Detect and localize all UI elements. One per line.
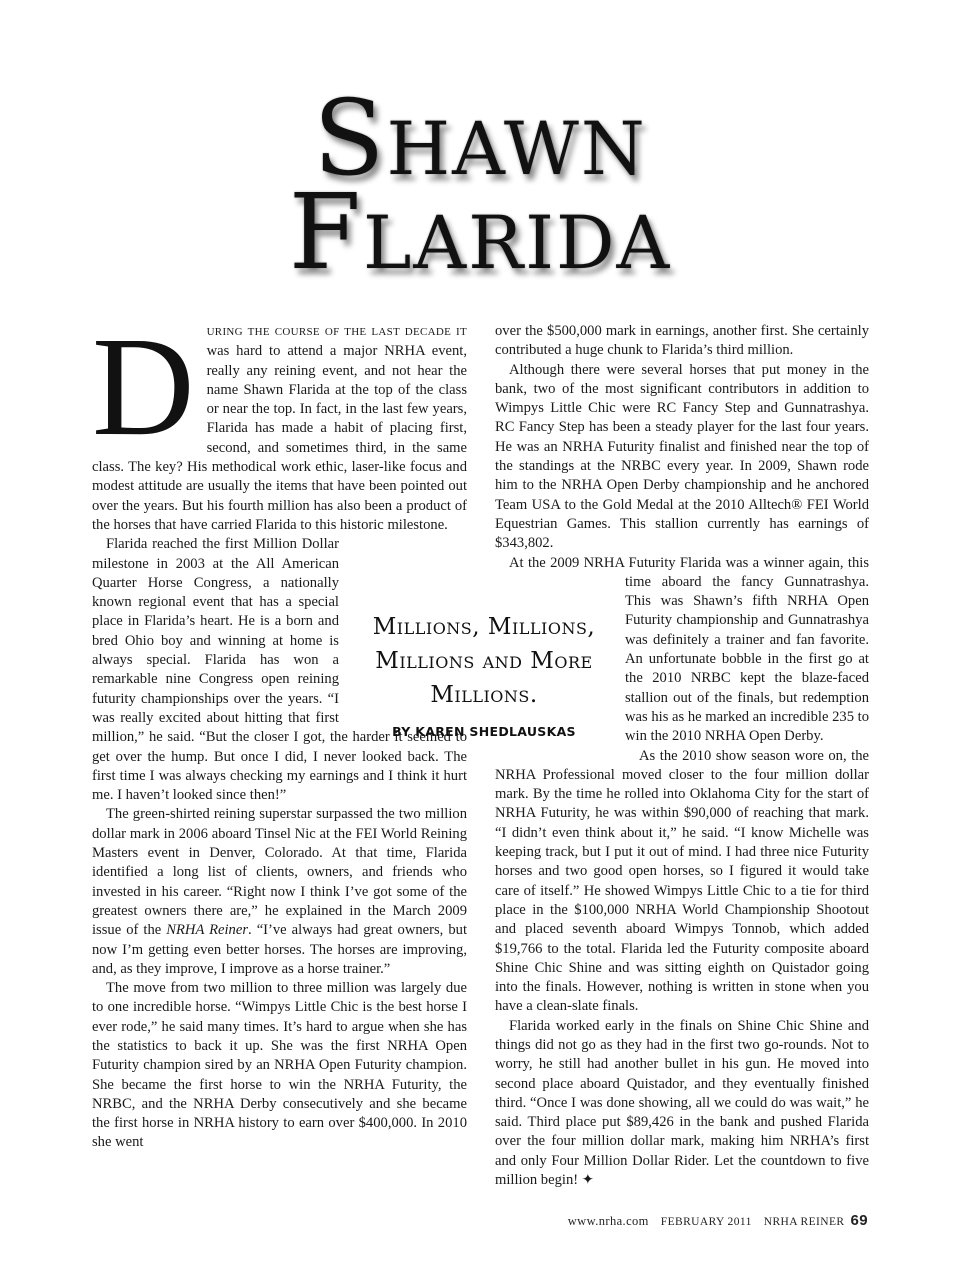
article-title-line-1: Shawn — [313, 77, 647, 199]
right-column — [495, 322, 869, 1190]
paragraph-finals: Flarida worked early in the finals on Shine Chic Shine and things did not go as they had in the first two go-rounds. Not to worry, he still had another bullet in his gun. He moved into second place aboard Quistador, and they eventually finished third. “Once I was done showing, all we could do was wait,” he said. Third place put $89,426 in the bank and pushed Flarida over the four million dollar mark, making him NRHA’s first and only Four Million Dollar Rider. Let the countdown to five million begin! ✦ — [495, 1017, 869, 1189]
paragraph-2009-futurity: At the 2009 NRHA Futurity Flarida was a winner again, this time aboard the fancy Gunnatrashya. This was Shawn’s fifth NRHA Open Futurity championship and Gunnatrashya was definitely a trainer and fan favorite. An unfortunate bobble in the first go at the 2010 NRBC kept the blaze-faced stallion out of the finals, but redemption was his as he marked an incredible 235 to win the 2010 NRHA Open Derby. — [509, 554, 869, 745]
footer-url[interactable]: www.nrha.com — [567, 1214, 649, 1228]
paragraph-continued: over the $500,000 mark in earnings, another first. She certainly contributed a huge chunk to Flarida’s third million. — [495, 323, 869, 359]
paragraph-second-million — [92, 805, 467, 979]
paragraph-intro — [92, 307, 467, 535]
magazine-name: NRHA Reiner — [166, 922, 249, 939]
paragraph-third-million: The move from two million to three million was largely due to one incredible horse. “Wimpys Little Chic is the best horse I ever rode,” he said many times. It’s hard to argue when she has the statistics to back it up. She was the first NRHA Open Futurity champion sired by an NRHA Open Futurity champion. She became the first horse to win the NRHA Futurity, the NRBC, and the NRHA Derby consecutively and she became the first horse in NRHA history to earn over $400,000. In 2010 she went — [92, 980, 467, 1151]
page-number: 69 — [850, 1212, 868, 1229]
pull-quote-text: Millions, Millions, Millions and More Millions. — [372, 614, 596, 708]
drop-cap: D — [92, 307, 195, 465]
byline: BY KAREN SHEDLAUSKAS — [392, 724, 576, 739]
intro-text: was hard to attend a major NRHA event, really any reining event, and not hear the name Shawn Flarida at the top of the class or near the top. In fact, in the last few years, Flarida has made a habit of placing first, second, and sometimes third, in the same class. The key? His methodical work ethic, laser-like focus and modest attitude are usually the items that have been pointed out over the years. But his fourth million has also been a product of the horses that have carried Flarida to this historic milestone. — [92, 343, 467, 533]
p3-text-a: The green-shirted reining superstar surpassed the two million dollar mark in 2006 aboard Tinsel Nic at the FEI World Reining Masters event in Denver, Colorado. At that time, Flarida identified a long list of clients, owners, and friends who invested in his career. “Right now I think I’ve got some of the greatest owners there are,” he explained in the March 2009 issue of the — [92, 806, 467, 939]
lead-in-smallcaps: URING THE COURSE OF THE LAST DECADE IT — [206, 326, 467, 338]
footer-magazine: NRHA REINER — [763, 1216, 845, 1228]
paragraph-first-million: Flarida reached the first Million Dollar milestone in 2003 at the All American Quarter Horse Congress, a nationally known regional event that has a special place in Flarida’s heart. He is a born and bred Ohio boy and winning at home is always special. Flarida has won a remarkable nine Congress open reining futurity championships over the years. “I was really excited about hitting that first million,” he said. “But the closer I got, the harder it seemed to get over the hump. But once I did, I never looked back. The first time I was always checking my earnings and I think it hurt me. I haven’t looked since then!” — [92, 536, 467, 804]
p3-text-b: . “I’ve always had great owners, but now I’m getting even better horses. The horses are improving, and, as they improve, I improve as a horse trainer.” — [92, 922, 467, 977]
article-title-line-2: Flarida — [288, 171, 672, 293]
footer-date: FEBRUARY 2011 — [660, 1216, 752, 1228]
pull-quote — [366, 610, 602, 739]
paragraph-contributors: Although there were several horses that put money in the bank, two of the most significant contributors in addition to Wimpys Little Chic were RC Fancy Step and Gunnatrashya. RC Fancy Step has been a steady player for the last four years. He was an NRHA Futurity finalist and finished near the top of the standings at the NRBC every year. In 2009, Shawn rode him to the NRHA Open Derby championship and he anchored Team USA to the Gold Medal at the 2010 Alltech® FEI World Equestrian Games. This stallion currently has earnings of $343,802. — [495, 361, 869, 552]
paragraph-2010-season: As the 2010 show season wore on, the NRHA Professional moved closer to the four million dollar mark. By the time he rolled into Oklahoma City for the start of NRHA Futurity, he was within $90,000 of reaching that mark. “I didn’t even think about it,” he said. “I know Michelle was keeping track, but I put it out of mind. I had three nice Futurity horses and two good open horses, so I figured it would take care of itself.” He showed Wimpys Little Chic to a tie for third place in the $100,000 NRHA World Championship Shootout and placed seventh aboard Wimpys Tonnob, which added $19,766 to the total. Flarida led the Futurity composite aboard Shine Chic Shine and was sitting eighth on Quistador going into the finals. However, nothing is written in stone when you have a clean-slate finals. — [495, 747, 869, 1015]
page-footer — [568, 1212, 868, 1229]
